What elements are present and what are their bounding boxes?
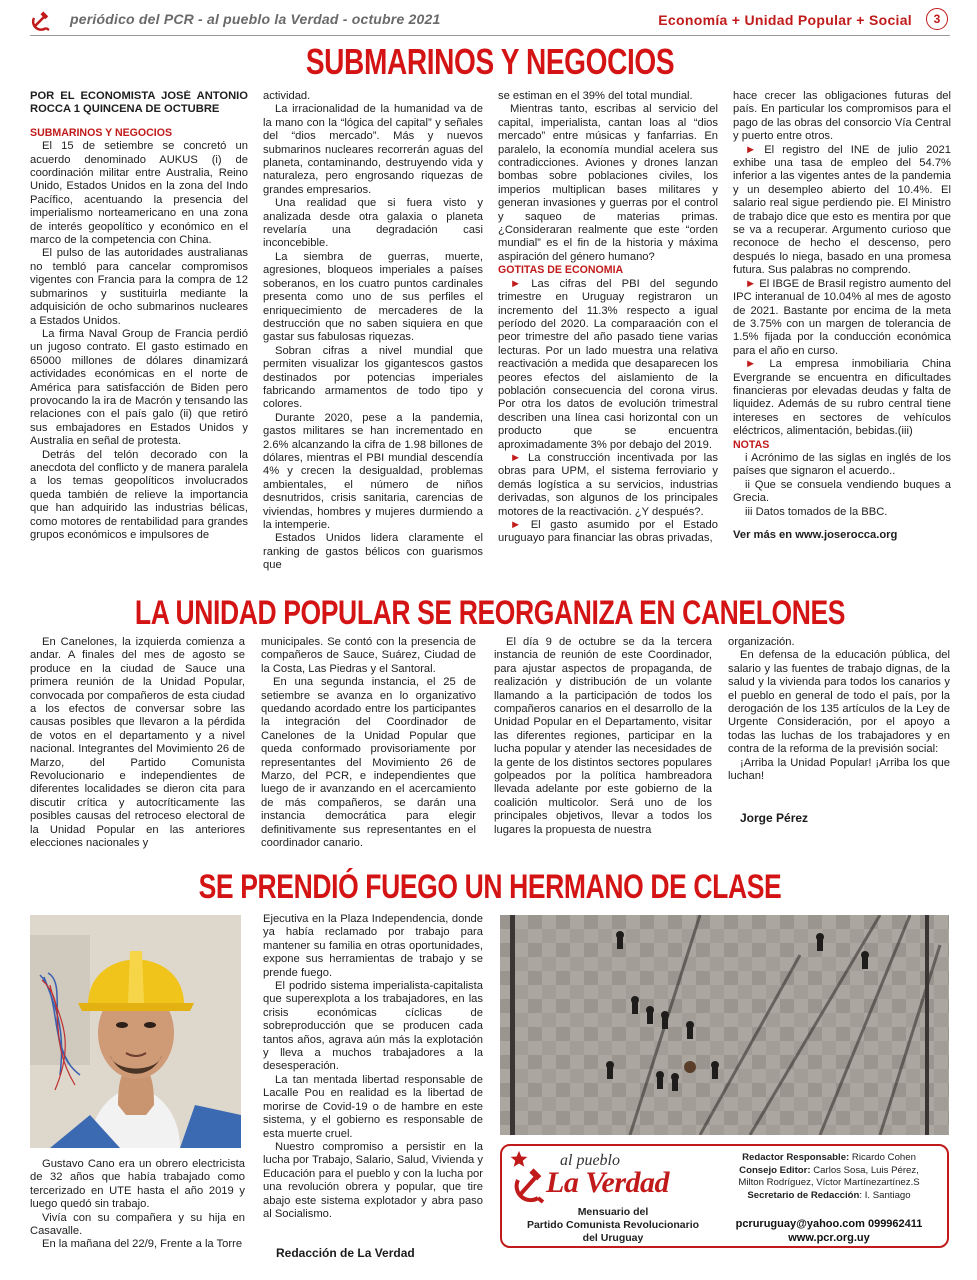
section-title: Economía + Unidad Popular + Social [658,12,912,28]
paragraph: En defensa de la educación pública, del salario y las fuentes de trabajo dignas, de la salud y la vivienda para todos los canarios y el pueblo en general de todo el país, por la derogación de los 135 artículos de la Ley de Urgente Consideración, por el apoyo a todas las luchas de los trabajadores y en contra de la reforma de la previsión social: [728,649,950,756]
paragraph: En Canelones, la izquierda comienza a andar. A finales del mes de agosto se produce en la ciudad de Sauce una primera reunión de la Unidad Popular, convocada por compañeros de esta ciudad a los efectos de conversar sobre las causas posibles que llevaron a la pérdida de votos en el departamento y a nivel nacional. Integrantes del Movimiento 26 de Marzo, del Partido Comunista Revolucionario e independientes de diferentes localidades se dieron cita para discutir crítica y autocríticamente las posibles causas del retroceso electoral de la Unidad Popular en las anteriores elecciones nacionales y [30,636,245,850]
paragraph: Nuestro compromiso a persistir en la lucha por Trabajo, Salario, Salud, Vivienda y Educación para el pueblo y con la lucha por una revolución obrera y popular, que tire abajo este sistema explotador y abra paso al Socialismo. [263,1140,483,1220]
subhead: SUBMARINOS Y NEGOCIOS [30,126,173,139]
contact-line[interactable]: pcruruguay@yahoo.com 099962411 [735,1218,923,1230]
article-title: SUBMARINOS Y NEGOCIOS [305,41,675,82]
paragraph: se estiman en el 39% del total mundial. [498,90,693,102]
credit-label: Consejo Editor: [739,1164,811,1176]
credit-value: : I. Santiago [859,1189,911,1201]
paragraph: Detrás del telón decorado con la anecdota del conflicto y de manera paralela a los temas geopolíticos involucrados queda también de relieve la importancia que han adquirido las industrias bélicas, como motores de rentabilidad para grandes grupos económicos e impulsores de [30,448,248,541]
credit-value: Ricardo Cohen [849,1152,916,1163]
hammer-sickle-icon [512,1166,546,1204]
paragraph: El podrido sistema imperialista-capitalista que superexplota a los trabajadores, en las crisis económicas cíclicas de sobreproducción que se producen cada tantos años, agrava aún más la explotación y lleva a muchos trabajadores a la desesperación. [263,980,483,1073]
paragraph: organización. [728,636,795,648]
article-column-2 [263,90,483,582]
note: ii Que se consuela vendiendo buques a Grecia. [733,478,951,505]
bullet-paragraph: ► El registro del INE de julio 2021 exhibe una tasa de empleo del 54.7% inferior a las vigentes antes de la pandemia y un desempleo abierto del 10.4%. El salario real sigue perdiendo pie. El Ministro de trabajo dice que esto es mentira por que se va a recuperar. Argumento curioso que reconoce de hecho el descenso, pero después lo niega, basado en una promesa futura. Sus palabras no comprendo. [733,144,951,278]
paragraph: ¡Arriba la Unidad Popular! ¡Arriba los que luchan! [728,756,950,783]
paragraph: El 15 de setiembre se concretó un acuerdo denominado AUKUS (i) de coordinación militar entre Australia, Reino Unido, Estados Unidos en la zona del Indo Pacífico, acentuando la presencia del imperialismo norteamericano en una zona de interés geopolítico y económico en el marco de la competencia con China. [30,140,248,247]
page-number: 3 [926,8,948,30]
byline: POR EL ECONOMISTA JOSÉ ANTONIO ROCCA 1 QUINCENA DE OCTUBRE [30,90,248,116]
more-link[interactable]: Ver más en www.joserocca.org [733,529,898,541]
article-column-2 [261,636,476,851]
bullet-paragraph: ► Las cifras del PBI del segundo trimestre en Uruguay registraron un incremento del 11.3% respecto a igual período del 2020. La comparaación con el peor trimestre del año pasado tiene varias lecturas. Por un lado muestra una relativa reactivación a medida que desaparecen los peores efectos del aislamiento de la población consecuencia del corona virus. Por otra los datos de evolución trimestral describen una línea casi horizontal con un producto que se encuentra aproximadamente 3% por debajo del 2019. [498,278,718,452]
article-column-1 [30,90,248,582]
article-column-2 [263,913,483,1245]
bullet-paragraph: ► La construcción incentivada por las obras para UPM, el sistema ferroviario y demás logística a su servicios, industrias derivadas, son algunos de los principales motores de la reactivación. ¿Y después?. [498,452,718,519]
brand-small: al pueblo [560,1152,620,1169]
hammer-sickle-icon [30,10,52,32]
paragraph: Estados Unidos lidera claramente el ranking de gastos bélicos con guarismos que [263,532,483,572]
credits [714,1152,944,1202]
article-column-3 [494,636,712,851]
bullet-paragraph: ► La empresa inmobiliaria China Evergrande se encuentra en dificultades financieras por elevadas deudas y falta de liquidez. Además de su rubro central tiene intereses en sectores de vehículos eléctricos, alimentación, bebidas.(iii) [733,358,951,438]
paragraph: Vivía con su compañera y su hija en Casavalle. [30,1211,245,1238]
notes-heading: NOTAS [733,438,770,451]
credit-value: Milton Rodríguez, Víctor Martínezartínez.S [738,1177,920,1188]
bullet-paragraph: ► El gasto asumido por el Estado uruguayo para financiar las obras privadas, [498,519,718,546]
paragraph: actividad. [263,90,311,102]
brand-name: La Verdad [546,1166,669,1199]
article-title: LA UNIDAD POPULAR SE REORGANIZA EN CANELONES [134,594,846,632]
paragraph: Durante 2020, pese a la pandemia, gastos militares se han incrementado en 2.6% alcanzando la cifra de 1.98 billones de dólares, mientras el PBI mundial descendía 4% y crecen la desigualdad, problemas ambientales, el número de niños desnutridos, crisis sanitaria, carencias de viviendas, hombres y mujeres durmiendo a la intemperie. [263,411,483,531]
article-column-1 [30,636,245,851]
page-header [30,10,950,36]
paragraph: hace crecer las obligaciones futuras del país. En particular los compromisos para el pago de las obras del consorcio Vía Central y puerto entre otros. [733,90,951,143]
note: iii Datos tomados de la BBC. [745,505,888,518]
paragraph: La irracionalidad de la humanidad va de la mano con la “lógica del capital” y señales del “dios mercado”. Más y nuevos submarinos nucleares recorrerán aguas del planeta, contaminando, destruyendo vida y naturaleza, pero engrosando riquezas de grandes empresarios. [263,103,483,196]
subhead: GOTITAS DE ECONOMIA [498,264,624,277]
author-signature: Jorge Pérez [740,811,809,825]
paragraph: municipales. Se contó con la presencia de compañeros de Sauce, Suárez, Ciudad de la Costa, Las Piedras y el Santoral. [261,636,476,675]
paragraph: En la mañana del 22/9, Frente a la Torre [42,1238,243,1251]
desc-line: Partido Comunista Revolucionario [526,1219,700,1231]
paragraph: En una segunda instancia, el 25 de setiembre se avanza en lo organizativo quedando acordado entre los participantes la integración del Coordinador de Canelones de la Unidad Popular que queda conformado provisoriamente por representantes del Movimiento 26 de Marzo, del PCR, e independientes que luego de ir avanzando en el acercamiento de más compañeros, se darán una instancia democrática para elegir definitivamente sus representantes en el coordinador canario. [261,676,476,850]
paragraph: Gustavo Cano era un obrero electricista de 32 años que había trabajado como tercerizado en UTE hasta el año 2019 y luego quedó sin trabajo. [30,1158,245,1211]
note: i Acrónimo de las siglas en inglés de los países que signaron el acuerdo.. [733,451,951,478]
paragraph: Sobran cifras a nivel mundial que permiten visualizar los gigantescos gastos destinados por potencias imperiales fabricando armamentos de todo tipo y colores. [263,344,483,411]
article-column-4 [733,90,951,582]
article-column-3 [498,90,718,582]
paragraph: El pulso de las autoridades australianas no tembló para cancelar compromisos vigentes con Francia para la compra de 12 submarinos y sustituirla mediante la adquisición de ocho submarinos nucleares a Estados Unidos. [30,247,248,327]
paragraph: La firma Naval Group de Francia perdió un jugoso contrato. El gasto estimado en 65000 millones de dólares dinamizará actividades económicas en el norte de América para satisfacción de Biden pero provocando la ira de Macrón y tensando las relaciones con el país galo (ii) que retiró sus embajadores en Estados Unidos y Australia en señal de protesta. [30,327,248,448]
credit-value: Carlos Sosa, Luis Pérez, [810,1164,919,1176]
desc-line: Mensuario del [577,1206,649,1218]
masthead-description [508,1206,718,1245]
article-column-1 [30,1158,245,1258]
desc-line: del Uruguay [582,1232,644,1244]
bullet-paragraph: ► El IBGE de Brasil registro aumento del IPC interanual de 10.04% al mes de agosto de 2021. Bastante por encima de la meta de 3.75% con un margen de tolerancia de 1.5% fijada por la conducción económica para el año en curso. [733,278,951,358]
paragraph: Mientras tanto, escribas al servicio del capital, imperialista, cantan loas al “dios mercado” entre músicas y fanfarrias. En paralelo, la economía mundial acelera sus contradicciones. Aviones y drones lanzan bombas sobre poblaciones civiles, los imperios multiplican bases militares y generan invasiones y guerras por el control y saqueo de materias primas. ¿Consideraran realmente que este “orden mundial” es el fin de la historia y máxima aspiración del género humano? [498,103,718,263]
worker-photo [30,915,241,1148]
issue-line: periódico del PCR - al pueblo la Verdad - octubre 2021 [70,11,441,27]
author-signature: Redacción de La Verdad [276,1246,415,1260]
paragraph: Ejecutiva en la Plaza Independencia, donde ya había reclamado por trabajo para mantener su familia en otras oportunidades, expone sus herramientas de trabajo y se prende fuego. [263,913,483,979]
paragraph: La siembra de guerras, muerte, agresiones, bloqueos imperiales a países soberanos, en los cuatro puntos cardinales presenta como uno de sus perfiles el enriquecimiento de mercaderes de la destrucción que no saben siquiera en que gastar sus fabulosas riquezas. [263,250,483,344]
article-title: SE PRENDIÓ FUEGO UN HERMANO DE CLASE [198,868,782,906]
paragraph: El día 9 de octubre se da la tercera instancia de reunión de este Coordinador, para ajustar aspectos de propaganda, de realización y distribución de un volante llamando a la participación de todos los compañeros canarios en el desarrollo de la Unidad Popular en el Departamento, visitar las diferentes regiones, participar en la lucha popular y atender las necesidades de la gente de los distintos sectores populares golpeados por la política hambreadora llevada adelante por este gobierno de la coalición multicolor. Será uno de los principales objetivos, llevar a todos los lugares la propuesta de nuestra [494,636,712,836]
paragraph: Una realidad que si fuera visto y analizada desde otra galaxia o planeta revelaría una degradación casi inconcebible. [263,197,483,250]
website-link[interactable]: www.pcr.org.uy [788,1232,870,1244]
credit-label: Secretario de Redacción [747,1189,860,1201]
article-column-4 [728,636,950,801]
masthead-box [500,1144,949,1248]
credit-label: Redactor Responsable: [742,1152,850,1163]
plaza-photo [500,915,949,1135]
paragraph: La tan mentada libertad responsable de Lacalle Pou en realidad es la libertad de morirse de Covid-19 o de hambre en este sistema, y el gobierno es responsable de esta muerte cruel. [263,1073,483,1140]
